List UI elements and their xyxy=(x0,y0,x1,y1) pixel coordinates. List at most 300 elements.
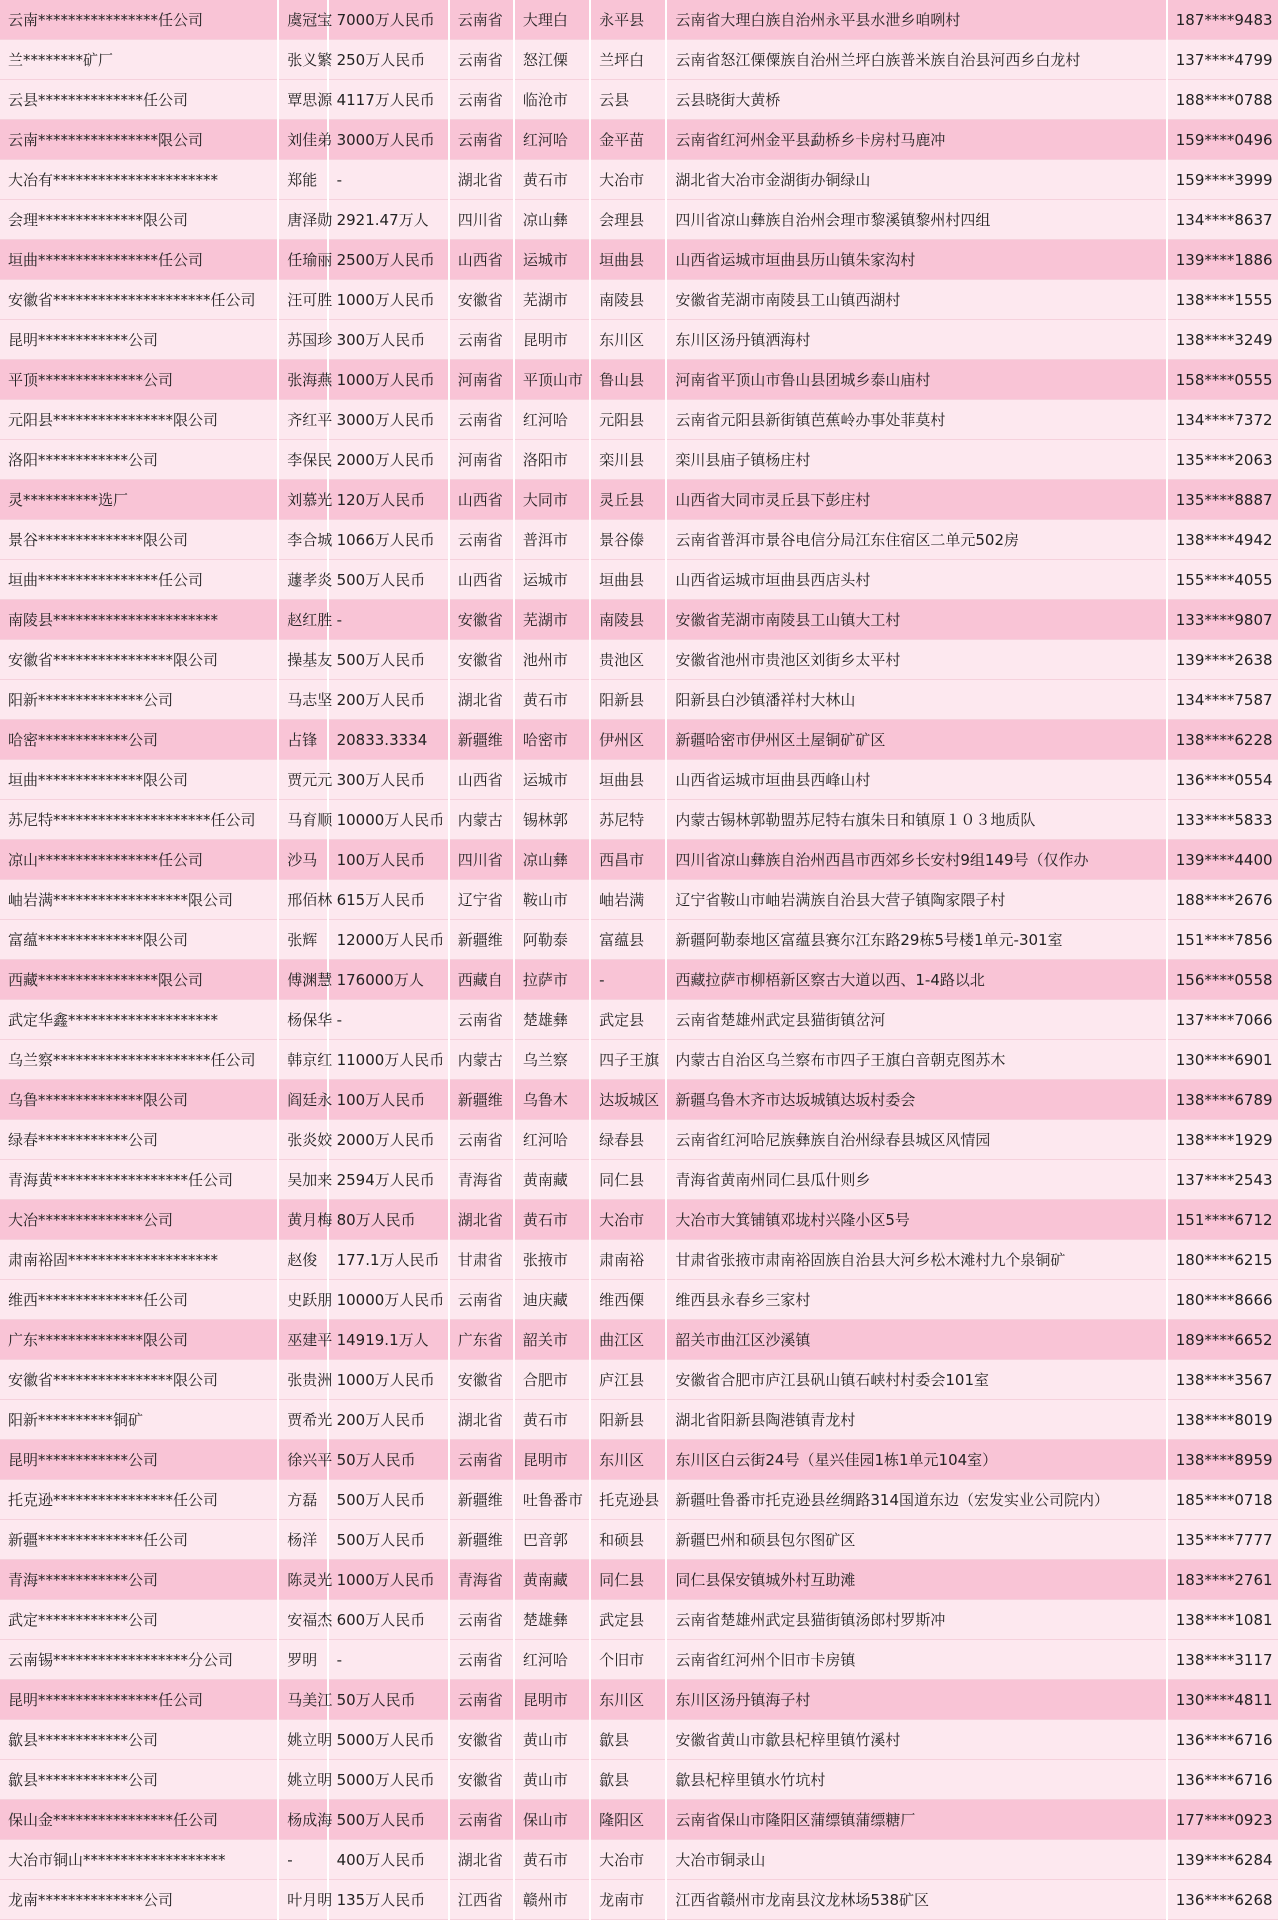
province-cell: 广东省 xyxy=(449,1320,514,1360)
registered-capital-cell: 500万人民币 xyxy=(328,1480,449,1520)
address-cell: 大冶市大箕铺镇邓垅村兴隆小区5号 xyxy=(666,1200,1166,1240)
table-row xyxy=(0,880,1279,920)
company-name-cell: 安徽省****************限公司 xyxy=(0,1360,278,1400)
table-row xyxy=(0,1400,1279,1440)
company-name-cell: 哈密************公司 xyxy=(0,720,278,760)
legal-person-cell: 方磊 xyxy=(278,1480,327,1520)
province-cell: 河南省 xyxy=(449,440,514,480)
phone-cell: 134****8637 xyxy=(1167,200,1279,240)
city-cell: 张掖市 xyxy=(514,1240,590,1280)
legal-person-cell: 齐红平 xyxy=(278,400,327,440)
province-cell: 安徽省 xyxy=(449,280,514,320)
registered-capital-cell: 615万人民币 xyxy=(328,880,449,920)
table-row xyxy=(0,1120,1279,1160)
county-cell: - xyxy=(590,960,666,1000)
city-cell: 黄南藏 xyxy=(514,1160,590,1200)
company-name-cell: 会理**************限公司 xyxy=(0,200,278,240)
county-cell: 大冶市 xyxy=(590,1200,666,1240)
province-cell: 云南省 xyxy=(449,1640,514,1680)
city-cell: 乌兰察 xyxy=(514,1040,590,1080)
address-cell: 云南省普洱市景谷电信分局江东住宿区二单元502房 xyxy=(666,520,1166,560)
table-row xyxy=(0,1000,1279,1040)
registered-capital-cell: 100万人民币 xyxy=(328,840,449,880)
company-name-cell: 富蕴**************限公司 xyxy=(0,920,278,960)
table-row xyxy=(0,1320,1279,1360)
county-cell: 景谷傣 xyxy=(590,520,666,560)
table-row xyxy=(0,920,1279,960)
city-cell: 红河哈 xyxy=(514,400,590,440)
table-row xyxy=(0,1440,1279,1480)
city-cell: 普洱市 xyxy=(514,520,590,560)
legal-person-cell: 徐兴平 xyxy=(278,1440,327,1480)
company-name-cell: 乌兰察*********************任公司 xyxy=(0,1040,278,1080)
phone-cell: 188****0788 xyxy=(1167,80,1279,120)
company-name-cell: 保山金****************任公司 xyxy=(0,1800,278,1840)
city-cell: 拉萨市 xyxy=(514,960,590,1000)
county-cell: 灵丘县 xyxy=(590,480,666,520)
province-cell: 云南省 xyxy=(449,0,514,40)
legal-person-cell: 赵红胜 xyxy=(278,600,327,640)
table-row xyxy=(0,360,1279,400)
address-cell: 云南省大理白族自治州永平县水泄乡咱咧村 xyxy=(666,0,1166,40)
county-cell: 垣曲县 xyxy=(590,560,666,600)
province-cell: 新疆维 xyxy=(449,1520,514,1560)
address-cell: 东川区汤丹镇海子村 xyxy=(666,1680,1166,1720)
address-cell: 四川省凉山彝族自治州西昌市西郊乡长安村9组149号（仅作办 xyxy=(666,840,1166,880)
phone-cell: 138****6228 xyxy=(1167,720,1279,760)
city-cell: 锡林郭 xyxy=(514,800,590,840)
table-row xyxy=(0,320,1279,360)
phone-cell: 158****0555 xyxy=(1167,360,1279,400)
legal-person-cell: 韩京红 xyxy=(278,1040,327,1080)
company-name-cell: 西藏****************限公司 xyxy=(0,960,278,1000)
city-cell: 运城市 xyxy=(514,240,590,280)
city-cell: 乌鲁木 xyxy=(514,1080,590,1120)
address-cell: 云南省保山市隆阳区蒲缥镇蒲缥糖厂 xyxy=(666,1800,1166,1840)
registered-capital-cell: 2000万人民币 xyxy=(328,440,449,480)
address-cell: 新疆吐鲁番市托克逊县丝绸路314国道东边（宏发实业公司院内） xyxy=(666,1480,1166,1520)
legal-person-cell: 唐泽勋 xyxy=(278,200,327,240)
province-cell: 云南省 xyxy=(449,400,514,440)
legal-person-cell: 赵俊 xyxy=(278,1240,327,1280)
city-cell: 楚雄彝 xyxy=(514,1600,590,1640)
city-cell: 鞍山市 xyxy=(514,880,590,920)
phone-cell: 136****6268 xyxy=(1167,1880,1279,1920)
county-cell: 阳新县 xyxy=(590,680,666,720)
county-cell: 东川区 xyxy=(590,1440,666,1480)
company-name-cell: 青海************公司 xyxy=(0,1560,278,1600)
city-cell: 红河哈 xyxy=(514,1640,590,1680)
province-cell: 云南省 xyxy=(449,1120,514,1160)
county-cell: 西昌市 xyxy=(590,840,666,880)
company-name-cell: 乌鲁**************限公司 xyxy=(0,1080,278,1120)
company-name-cell: 云县**************任公司 xyxy=(0,80,278,120)
company-name-cell: 大冶有********************** xyxy=(0,160,278,200)
legal-person-cell: 贾元元 xyxy=(278,760,327,800)
county-cell: 隆阳区 xyxy=(590,1800,666,1840)
city-cell: 芜湖市 xyxy=(514,600,590,640)
city-cell: 黄南藏 xyxy=(514,1560,590,1600)
table-row xyxy=(0,1360,1279,1400)
table-row xyxy=(0,1280,1279,1320)
address-cell: 安徽省黄山市歙县杞梓里镇竹溪村 xyxy=(666,1720,1166,1760)
legal-person-cell: 邢佰林 xyxy=(278,880,327,920)
legal-person-cell: 黄月梅 xyxy=(278,1200,327,1240)
company-name-cell: 阳新**************公司 xyxy=(0,680,278,720)
legal-person-cell: 汪可胜 xyxy=(278,280,327,320)
address-cell: 东川区白云街24号（星兴佳园1栋1单元104室） xyxy=(666,1440,1166,1480)
company-name-cell: 景谷**************限公司 xyxy=(0,520,278,560)
address-cell: 栾川县庙子镇杨庄村 xyxy=(666,440,1166,480)
address-cell: 同仁县保安镇城外村互助滩 xyxy=(666,1560,1166,1600)
county-cell: 曲江区 xyxy=(590,1320,666,1360)
table-row xyxy=(0,160,1279,200)
city-cell: 运城市 xyxy=(514,560,590,600)
province-cell: 新疆维 xyxy=(449,1080,514,1120)
address-cell: 安徽省合肥市庐江县矾山镇石峡村村委会101室 xyxy=(666,1360,1166,1400)
county-cell: 云县 xyxy=(590,80,666,120)
table-row xyxy=(0,1600,1279,1640)
legal-person-cell: 叶月明 xyxy=(278,1880,327,1920)
province-cell: 河南省 xyxy=(449,360,514,400)
registered-capital-cell: 7000万人民币 xyxy=(328,0,449,40)
company-name-cell: 大冶市铜山******************* xyxy=(0,1840,278,1880)
county-cell: 达坂城区 xyxy=(590,1080,666,1120)
province-cell: 甘肃省 xyxy=(449,1240,514,1280)
company-name-cell: 云南****************任公司 xyxy=(0,0,278,40)
legal-person-cell: 马美江 xyxy=(278,1680,327,1720)
registered-capital-cell: 10000万人民币 xyxy=(328,800,449,840)
province-cell: 西藏自 xyxy=(449,960,514,1000)
county-cell: 四子王旗 xyxy=(590,1040,666,1080)
table-row xyxy=(0,40,1279,80)
address-cell: 韶关市曲江区沙溪镇 xyxy=(666,1320,1166,1360)
table-row xyxy=(0,1560,1279,1600)
phone-cell: 151****7856 xyxy=(1167,920,1279,960)
province-cell: 青海省 xyxy=(449,1160,514,1200)
province-cell: 湖北省 xyxy=(449,1200,514,1240)
city-cell: 大同市 xyxy=(514,480,590,520)
registered-capital-cell: 500万人民币 xyxy=(328,560,449,600)
company-name-cell: 元阳县****************限公司 xyxy=(0,400,278,440)
phone-cell: 130****6901 xyxy=(1167,1040,1279,1080)
registered-capital-cell: 2594万人民币 xyxy=(328,1160,449,1200)
registered-capital-cell: 5000万人民币 xyxy=(328,1760,449,1800)
table-row xyxy=(0,120,1279,160)
phone-cell: 156****0558 xyxy=(1167,960,1279,1000)
company-name-cell: 绿春************公司 xyxy=(0,1120,278,1160)
county-cell: 永平县 xyxy=(590,0,666,40)
legal-person-cell: 杨洋 xyxy=(278,1520,327,1560)
phone-cell: 138****8959 xyxy=(1167,1440,1279,1480)
legal-person-cell: 傅渊慧 xyxy=(278,960,327,1000)
registered-capital-cell: 80万人民币 xyxy=(328,1200,449,1240)
city-cell: 迪庆藏 xyxy=(514,1280,590,1320)
city-cell: 吐鲁番市 xyxy=(514,1480,590,1520)
phone-cell: 138****3567 xyxy=(1167,1360,1279,1400)
legal-person-cell: 马育顺 xyxy=(278,800,327,840)
table-row xyxy=(0,840,1279,880)
company-name-cell: 垣曲****************任公司 xyxy=(0,560,278,600)
address-cell: 云南省红河哈尼族彝族自治州绿春县城区风情园 xyxy=(666,1120,1166,1160)
address-cell: 安徽省芜湖市南陵县工山镇大工村 xyxy=(666,600,1166,640)
table-row xyxy=(0,1160,1279,1200)
registered-capital-cell: 300万人民币 xyxy=(328,760,449,800)
city-cell: 黄山市 xyxy=(514,1720,590,1760)
legal-person-cell: 姚立明 xyxy=(278,1760,327,1800)
city-cell: 阿勒泰 xyxy=(514,920,590,960)
province-cell: 云南省 xyxy=(449,1000,514,1040)
city-cell: 大理白 xyxy=(514,0,590,40)
county-cell: 垣曲县 xyxy=(590,760,666,800)
phone-cell: 138****1555 xyxy=(1167,280,1279,320)
phone-cell: 133****5833 xyxy=(1167,800,1279,840)
address-cell: 内蒙古锡林郭勒盟苏尼特右旗朱日和镇原１０３地质队 xyxy=(666,800,1166,840)
phone-cell: 135****2063 xyxy=(1167,440,1279,480)
county-cell: 南陵县 xyxy=(590,600,666,640)
company-name-cell: 维西**************任公司 xyxy=(0,1280,278,1320)
legal-person-cell: 张海燕 xyxy=(278,360,327,400)
company-name-cell: 广东**************限公司 xyxy=(0,1320,278,1360)
address-cell: 内蒙古自治区乌兰察布市四子王旗白音朝克图苏木 xyxy=(666,1040,1166,1080)
registered-capital-cell: 2000万人民币 xyxy=(328,1120,449,1160)
phone-cell: 136****0554 xyxy=(1167,760,1279,800)
city-cell: 芜湖市 xyxy=(514,280,590,320)
city-cell: 合肥市 xyxy=(514,1360,590,1400)
province-cell: 云南省 xyxy=(449,1680,514,1720)
company-name-cell: 武定华鑫******************** xyxy=(0,1000,278,1040)
legal-person-cell: 巫建平 xyxy=(278,1320,327,1360)
registered-capital-cell: - xyxy=(328,1640,449,1680)
table-row xyxy=(0,800,1279,840)
city-cell: 黄山市 xyxy=(514,1760,590,1800)
address-cell: 湖北省阳新县陶港镇青龙村 xyxy=(666,1400,1166,1440)
legal-person-cell: 沙马 xyxy=(278,840,327,880)
city-cell: 红河哈 xyxy=(514,1120,590,1160)
company-name-cell: 歙县************公司 xyxy=(0,1720,278,1760)
address-cell: 新疆乌鲁木齐市达坂城镇达坂村委会 xyxy=(666,1080,1166,1120)
county-cell: 大冶市 xyxy=(590,1840,666,1880)
city-cell: 池州市 xyxy=(514,640,590,680)
legal-person-cell: 杨成海 xyxy=(278,1800,327,1840)
province-cell: 青海省 xyxy=(449,1560,514,1600)
table-row xyxy=(0,440,1279,480)
legal-person-cell: 虞冠宝 xyxy=(278,0,327,40)
address-cell: 江西省赣州市龙南县汶龙林场538矿区 xyxy=(666,1880,1166,1920)
registered-capital-cell: 500万人民币 xyxy=(328,640,449,680)
address-cell: 河南省平顶山市鲁山县团城乡泰山庙村 xyxy=(666,360,1166,400)
company-name-cell: 歙县************公司 xyxy=(0,1760,278,1800)
company-name-cell: 龙南**************公司 xyxy=(0,1880,278,1920)
city-cell: 保山市 xyxy=(514,1800,590,1840)
city-cell: 黄石市 xyxy=(514,680,590,720)
county-cell: 歙县 xyxy=(590,1720,666,1760)
city-cell: 韶关市 xyxy=(514,1320,590,1360)
legal-person-cell: 李合城 xyxy=(278,520,327,560)
phone-cell: 135****7777 xyxy=(1167,1520,1279,1560)
city-cell: 昆明市 xyxy=(514,1680,590,1720)
province-cell: 云南省 xyxy=(449,80,514,120)
phone-cell: 185****0718 xyxy=(1167,1480,1279,1520)
province-cell: 辽宁省 xyxy=(449,880,514,920)
province-cell: 内蒙古 xyxy=(449,1040,514,1080)
table-row xyxy=(0,640,1279,680)
phone-cell: 134****7587 xyxy=(1167,680,1279,720)
province-cell: 安徽省 xyxy=(449,1720,514,1760)
province-cell: 湖北省 xyxy=(449,680,514,720)
address-cell: 西藏拉萨市柳梧新区察古大道以西、1-4路以北 xyxy=(666,960,1166,1000)
province-cell: 新疆维 xyxy=(449,1480,514,1520)
city-cell: 洛阳市 xyxy=(514,440,590,480)
address-cell: 山西省运城市垣曲县历山镇朱家沟村 xyxy=(666,240,1166,280)
company-name-cell: 岫岩满******************限公司 xyxy=(0,880,278,920)
registered-capital-cell: 500万人民币 xyxy=(328,1800,449,1840)
county-cell: 维西傈 xyxy=(590,1280,666,1320)
address-cell: 云南省红河州个旧市卡房镇 xyxy=(666,1640,1166,1680)
province-cell: 云南省 xyxy=(449,1600,514,1640)
city-cell: 红河哈 xyxy=(514,120,590,160)
county-cell: 南陵县 xyxy=(590,280,666,320)
phone-cell: 139****1886 xyxy=(1167,240,1279,280)
phone-cell: 133****9807 xyxy=(1167,600,1279,640)
city-cell: 黄石市 xyxy=(514,160,590,200)
legal-person-cell: 李保民 xyxy=(278,440,327,480)
legal-person-cell: 安福杰 xyxy=(278,1600,327,1640)
county-cell: 阳新县 xyxy=(590,1400,666,1440)
city-cell: 黄石市 xyxy=(514,1840,590,1880)
table-row xyxy=(0,600,1279,640)
registered-capital-cell: 3000万人民币 xyxy=(328,120,449,160)
registered-capital-cell: 5000万人民币 xyxy=(328,1720,449,1760)
address-cell: 新疆哈密市伊州区土屋铜矿矿区 xyxy=(666,720,1166,760)
legal-person-cell: 蘧孝炎 xyxy=(278,560,327,600)
legal-person-cell: 张贵洲 xyxy=(278,1360,327,1400)
phone-cell: 139****2638 xyxy=(1167,640,1279,680)
registered-capital-cell: 250万人民币 xyxy=(328,40,449,80)
address-cell: 云南省楚雄州武定县猫街镇岔河 xyxy=(666,1000,1166,1040)
county-cell: 歙县 xyxy=(590,1760,666,1800)
registered-capital-cell: 200万人民币 xyxy=(328,680,449,720)
table-row xyxy=(0,1080,1279,1120)
city-cell: 凉山彝 xyxy=(514,840,590,880)
county-cell: 元阳县 xyxy=(590,400,666,440)
registered-capital-cell: 11000万人民币 xyxy=(328,1040,449,1080)
city-cell: 黄石市 xyxy=(514,1200,590,1240)
registered-capital-cell: 2500万人民币 xyxy=(328,240,449,280)
county-cell: 个旧市 xyxy=(590,1640,666,1680)
company-name-cell: 云南****************限公司 xyxy=(0,120,278,160)
province-cell: 江西省 xyxy=(449,1880,514,1920)
address-cell: 云南省楚雄州武定县猫街镇汤郎村罗斯冲 xyxy=(666,1600,1166,1640)
city-cell: 怒江傈 xyxy=(514,40,590,80)
address-cell: 山西省运城市垣曲县西店头村 xyxy=(666,560,1166,600)
legal-person-cell: 杨保华 xyxy=(278,1000,327,1040)
province-cell: 山西省 xyxy=(449,560,514,600)
county-cell: 伊州区 xyxy=(590,720,666,760)
registered-capital-cell: 1000万人民币 xyxy=(328,360,449,400)
phone-cell: 136****6716 xyxy=(1167,1760,1279,1800)
address-cell: 维西县永春乡三家村 xyxy=(666,1280,1166,1320)
phone-cell: 189****6652 xyxy=(1167,1320,1279,1360)
county-cell: 苏尼特 xyxy=(590,800,666,840)
county-cell: 和硕县 xyxy=(590,1520,666,1560)
county-cell: 岫岩满 xyxy=(590,880,666,920)
province-cell: 云南省 xyxy=(449,1280,514,1320)
company-name-cell: 阳新**********铜矿 xyxy=(0,1400,278,1440)
province-cell: 四川省 xyxy=(449,840,514,880)
province-cell: 安徽省 xyxy=(449,1360,514,1400)
county-cell: 兰坪白 xyxy=(590,40,666,80)
address-cell: 新疆巴州和硕县包尔图矿区 xyxy=(666,1520,1166,1560)
address-cell: 云南省怒江傈僳族自治州兰坪白族普米族自治县河西乡白龙村 xyxy=(666,40,1166,80)
city-cell: 昆明市 xyxy=(514,1440,590,1480)
registered-capital-cell: 1000万人民币 xyxy=(328,1360,449,1400)
county-cell: 绿春县 xyxy=(590,1120,666,1160)
address-cell: 大冶市铜录山 xyxy=(666,1840,1166,1880)
registered-capital-cell: 100万人民币 xyxy=(328,1080,449,1120)
phone-cell: 137****4799 xyxy=(1167,40,1279,80)
phone-cell: 134****7372 xyxy=(1167,400,1279,440)
province-cell: 新疆维 xyxy=(449,720,514,760)
province-cell: 安徽省 xyxy=(449,600,514,640)
city-cell: 运城市 xyxy=(514,760,590,800)
phone-cell: 155****4055 xyxy=(1167,560,1279,600)
company-name-cell: 苏尼特*********************任公司 xyxy=(0,800,278,840)
company-name-cell: 平顶**************公司 xyxy=(0,360,278,400)
company-name-cell: 昆明****************任公司 xyxy=(0,1680,278,1720)
city-cell: 赣州市 xyxy=(514,1880,590,1920)
registered-capital-cell: 120万人民币 xyxy=(328,480,449,520)
county-cell: 托克逊县 xyxy=(590,1480,666,1520)
legal-person-cell: 张辉 xyxy=(278,920,327,960)
table-row xyxy=(0,1760,1279,1800)
province-cell: 云南省 xyxy=(449,40,514,80)
registered-capital-cell: 300万人民币 xyxy=(328,320,449,360)
phone-cell: 188****2676 xyxy=(1167,880,1279,920)
phone-cell: 138****4942 xyxy=(1167,520,1279,560)
phone-cell: 137****7066 xyxy=(1167,1000,1279,1040)
city-cell: 黄石市 xyxy=(514,1400,590,1440)
table-row xyxy=(0,0,1279,40)
province-cell: 山西省 xyxy=(449,480,514,520)
province-cell: 湖北省 xyxy=(449,160,514,200)
company-name-cell: 南陵县********************** xyxy=(0,600,278,640)
phone-cell: 151****6712 xyxy=(1167,1200,1279,1240)
county-cell: 垣曲县 xyxy=(590,240,666,280)
county-cell: 龙南市 xyxy=(590,1880,666,1920)
legal-person-cell: 贾希光 xyxy=(278,1400,327,1440)
table-row xyxy=(0,480,1279,520)
table-row xyxy=(0,80,1279,120)
registered-capital-cell: 1000万人民币 xyxy=(328,280,449,320)
company-name-cell: 大冶**************公司 xyxy=(0,1200,278,1240)
county-cell: 武定县 xyxy=(590,1000,666,1040)
phone-cell: 138****3249 xyxy=(1167,320,1279,360)
phone-cell: 138****6789 xyxy=(1167,1080,1279,1120)
registered-capital-cell: 50万人民币 xyxy=(328,1680,449,1720)
province-cell: 云南省 xyxy=(449,120,514,160)
legal-person-cell: 苏国珍 xyxy=(278,320,327,360)
province-cell: 安徽省 xyxy=(449,1760,514,1800)
legal-person-cell: 占锋 xyxy=(278,720,327,760)
table-row xyxy=(0,280,1279,320)
company-name-cell: 青海黄******************任公司 xyxy=(0,1160,278,1200)
phone-cell: 138****3117 xyxy=(1167,1640,1279,1680)
county-cell: 富蕴县 xyxy=(590,920,666,960)
address-cell: 四川省凉山彝族自治州会理市黎溪镇黎州村四组 xyxy=(666,200,1166,240)
phone-cell: 135****8887 xyxy=(1167,480,1279,520)
address-cell: 云县晓街大黄桥 xyxy=(666,80,1166,120)
